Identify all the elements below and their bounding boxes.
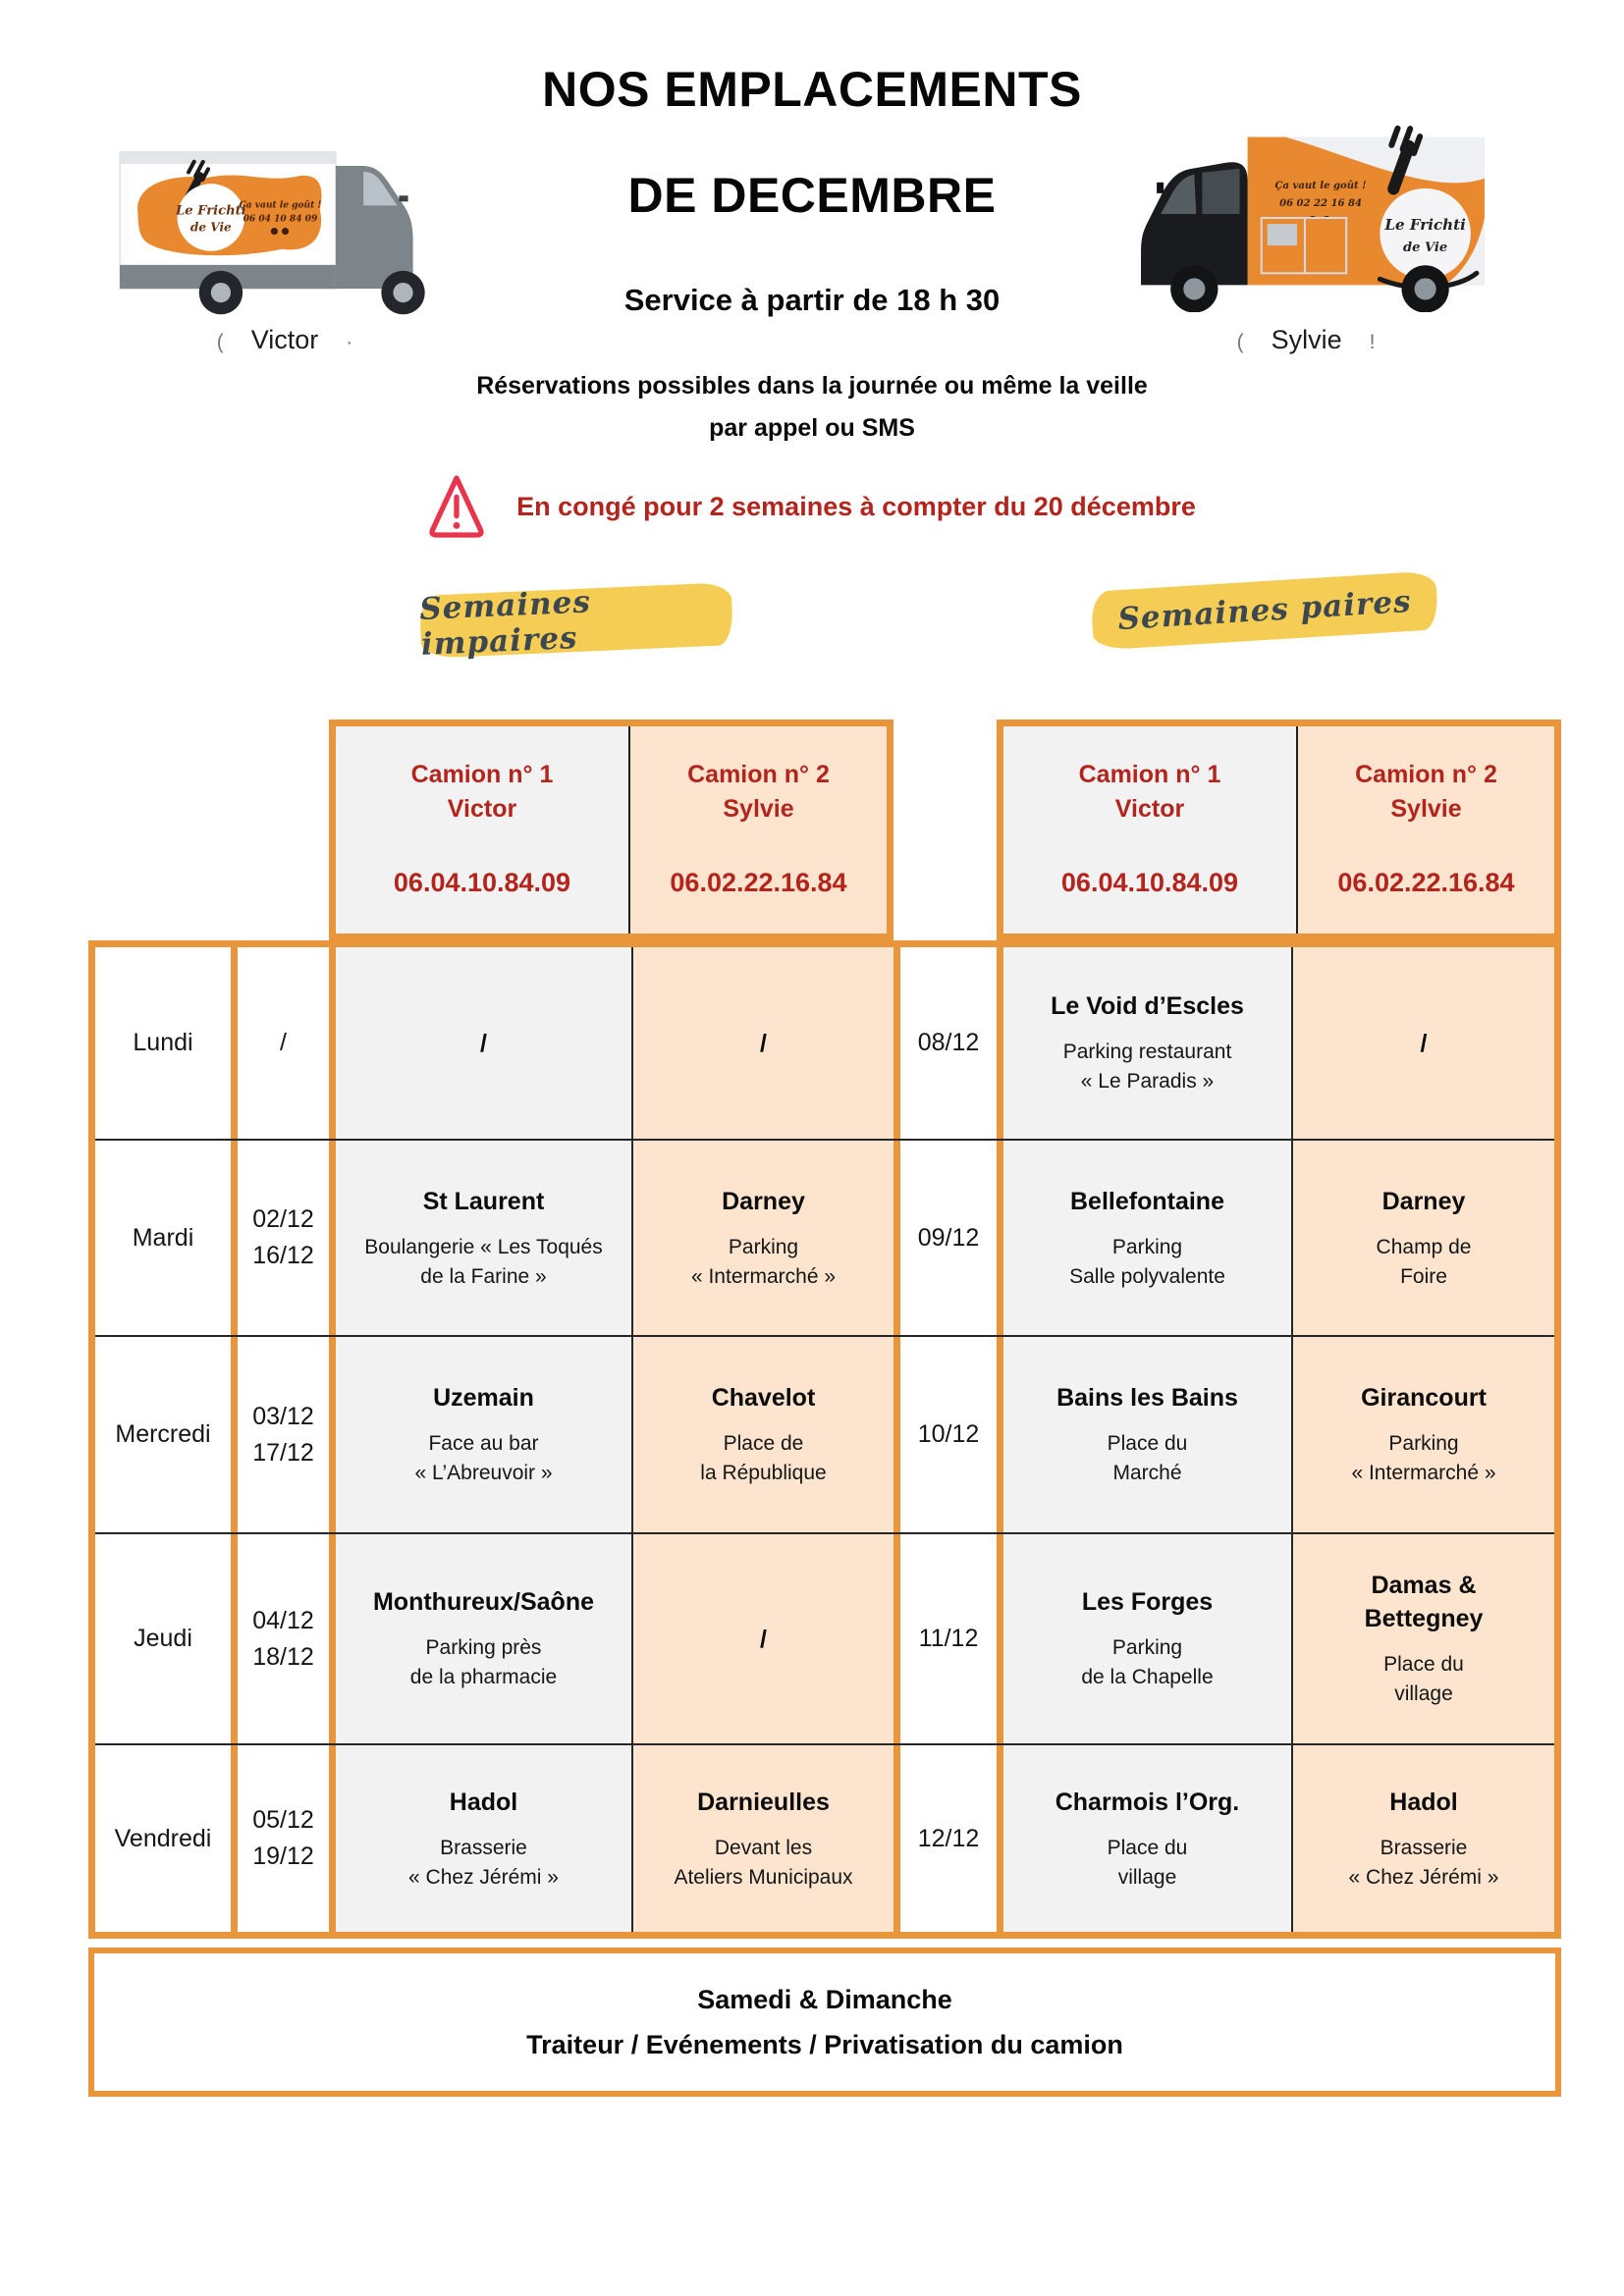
location-title: / <box>480 1029 487 1057</box>
day-text: Mardi <box>132 1223 194 1252</box>
date-line: 05/12 <box>252 1806 314 1834</box>
date-line: 03/12 <box>252 1402 314 1430</box>
dates-paires <box>900 1141 1003 1335</box>
location-title: Chavelot <box>711 1384 816 1412</box>
header-paires-camion1 <box>1003 726 1298 934</box>
location-detail: Parking <box>1111 1636 1183 1659</box>
sylvie-truck-photo <box>1137 122 1492 312</box>
weekend-days: Samedi & Dimanche <box>697 1985 952 2014</box>
location-title: St Laurent <box>422 1187 545 1215</box>
location-detail2: de la Farine » <box>420 1264 547 1288</box>
date-line: 11/12 <box>918 1625 979 1652</box>
date-line: 19/12 <box>252 1842 314 1870</box>
location-detail: Brasserie <box>440 1836 527 1859</box>
cell-impaires-camion2 <box>633 1745 900 1932</box>
cell-paires-camion1 <box>1003 1534 1293 1743</box>
caption-artifact: · <box>346 331 353 353</box>
day-text: Jeudi <box>134 1625 192 1652</box>
cell-paires-camion1 <box>1003 1337 1293 1532</box>
table-row-mercredi <box>95 1337 1554 1534</box>
location-detail: Place du <box>1107 1836 1188 1859</box>
dates-impaires <box>238 1534 336 1743</box>
table-row-lundi <box>95 947 1554 1141</box>
sylvie-truck-illustration <box>1137 122 1492 312</box>
location-detail: Face au bar <box>428 1432 539 1455</box>
location-title: Hadol <box>449 1788 518 1816</box>
sylvie-name: Sylvie <box>1271 325 1342 354</box>
warning-triangle-icon <box>428 470 485 543</box>
caption-artifact: ( <box>216 331 224 353</box>
dates-impaires <box>238 1745 336 1932</box>
location-detail2: « Chez Jérémi » <box>408 1865 559 1889</box>
location-detail2: « Chez Jérémi » <box>1348 1865 1499 1889</box>
day-text: Vendredi <box>114 1824 212 1852</box>
location-title: Darney <box>722 1187 805 1215</box>
weekend-services: Traiteur / Evénements / Privatisation du camion <box>526 2030 1123 2059</box>
cell-impaires-camion2 <box>633 1337 900 1532</box>
camion1-phone: 06.04.10.84.09 <box>393 868 571 897</box>
header-table-paires <box>997 720 1561 940</box>
victor-logo-line1: Le Frichti <box>176 203 246 219</box>
location-detail: Parking <box>1111 1235 1183 1258</box>
cell-paires-camion1 <box>1003 947 1293 1139</box>
cell-paires-camion1 <box>1003 1745 1293 1932</box>
date-line: 17/12 <box>252 1438 314 1467</box>
date-line: 18/12 <box>252 1642 314 1671</box>
header-impaires-camion1 <box>336 726 630 934</box>
location-detail: Devant les <box>714 1836 813 1859</box>
location-detail: Place de <box>723 1432 804 1455</box>
location-detail: Parking <box>1388 1432 1459 1455</box>
victor-truck-photo <box>116 126 458 320</box>
victor-name: Victor <box>250 325 319 354</box>
location-detail: Parking près <box>425 1636 542 1659</box>
cell-impaires-camion1 <box>336 1534 633 1743</box>
location-title: Charmois l’Org. <box>1055 1788 1240 1816</box>
header-paires-camion2 <box>1298 726 1554 934</box>
day-text: Mercredi <box>115 1420 211 1448</box>
date-line: 04/12 <box>252 1606 314 1634</box>
location-title2: Bettegney <box>1364 1605 1484 1632</box>
banner-paires-label: Semaines paires <box>1116 583 1413 638</box>
cell-impaires-camion1 <box>336 1337 633 1532</box>
cell-impaires-camion1 <box>336 947 633 1139</box>
location-title: Darnieulles <box>697 1788 830 1816</box>
location-detail2: « Le Paradis » <box>1080 1070 1215 1093</box>
camion2-number: Camion n° 2 <box>1355 761 1497 788</box>
dates-impaires <box>238 947 336 1139</box>
camion1-number: Camion n° 1 <box>410 761 554 788</box>
camion2-title <box>687 758 830 827</box>
location-title: Bains les Bains <box>1056 1384 1238 1412</box>
cell-paires-camion2 <box>1293 947 1554 1139</box>
page-title-line2: DE DECEMBRE <box>627 168 997 223</box>
location-title: Le Void d’Escles <box>1051 992 1244 1020</box>
location-detail2: village <box>1117 1865 1177 1889</box>
victor-logo-line2: de Vie <box>189 220 232 235</box>
camion1-title <box>1079 758 1221 827</box>
day-label <box>95 947 238 1139</box>
camion1-driver: Victor <box>447 795 517 823</box>
reservation-line1: Réservations possibles dans la journée ou même la veille <box>476 372 1148 400</box>
cell-impaires-camion1 <box>336 1745 633 1932</box>
reservation-info <box>0 365 1624 450</box>
date-line: / <box>280 1029 287 1056</box>
location-detail: Brasserie <box>1380 1836 1468 1859</box>
location-detail2: de la pharmacie <box>409 1666 558 1688</box>
camion2-phone: 06.02.22.16.84 <box>1337 868 1515 897</box>
date-line: 12/12 <box>917 1824 980 1852</box>
day-label <box>95 1141 238 1335</box>
victor-truck-illustration <box>116 126 458 320</box>
holiday-notice-text: En congé pour 2 semaines à compter du 20 décembre <box>516 491 1196 521</box>
location-detail2: Foire <box>1400 1264 1447 1288</box>
camion1-number: Camion n° 1 <box>1078 761 1221 788</box>
holiday-notice <box>0 463 1624 550</box>
cell-paires-camion2 <box>1293 1534 1554 1743</box>
location-title: Bellefontaine <box>1070 1187 1224 1215</box>
camion2-title <box>1355 758 1497 827</box>
date-line: 16/12 <box>252 1242 314 1269</box>
reservation-line2: par appel ou SMS <box>709 414 915 442</box>
date-line: 09/12 <box>917 1223 980 1252</box>
location-title: Hadol <box>1389 1788 1458 1816</box>
camion1-title <box>411 758 554 827</box>
location-title: / <box>760 1625 767 1653</box>
location-detail2: de la Chapelle <box>1081 1666 1214 1688</box>
location-detail: Place du <box>1107 1432 1188 1455</box>
weekend-banner <box>88 1948 1561 2097</box>
day-text: Lundi <box>133 1029 193 1056</box>
day-label <box>95 1745 238 1932</box>
cell-paires-camion2 <box>1293 1141 1554 1335</box>
location-detail2: Marché <box>1112 1462 1182 1484</box>
cell-paires-camion2 <box>1293 1745 1554 1932</box>
camion2-driver: Sylvie <box>723 795 794 823</box>
banner-semaines-impaires <box>418 582 733 663</box>
sylvie-tagline: Ça vaut le goût ! <box>1274 180 1367 191</box>
cell-impaires-camion1 <box>336 1141 633 1335</box>
location-detail: Place du <box>1383 1653 1464 1676</box>
banner-semaines-paires <box>1090 570 1438 650</box>
day-label <box>95 1337 238 1532</box>
camion1-phone: 06.04.10.84.09 <box>1060 868 1239 897</box>
location-title: Girancourt <box>1361 1384 1487 1412</box>
location-title: / <box>760 1029 767 1057</box>
table-row-jeudi <box>95 1534 1554 1745</box>
day-label <box>95 1534 238 1743</box>
header-impaires-camion2 <box>630 726 887 934</box>
cell-impaires-camion2 <box>633 1141 900 1335</box>
cell-impaires-camion2 <box>633 947 900 1139</box>
schedule-grid <box>88 940 1561 1939</box>
location-title: Monthureux/Saône <box>372 1588 594 1616</box>
location-detail: Boulangerie « Les Toqués <box>364 1235 603 1258</box>
cell-paires-camion1 <box>1003 1141 1293 1335</box>
location-detail2: « Intermarché » <box>690 1264 837 1288</box>
location-title: Damas & <box>1371 1572 1477 1599</box>
camion2-driver: Sylvie <box>1390 795 1462 823</box>
location-title: Uzemain <box>433 1384 534 1412</box>
service-hours: Service à partir de 18 h 30 <box>623 283 1001 317</box>
location-detail: Parking restaurant <box>1062 1041 1232 1063</box>
location-title: Les Forges <box>1081 1588 1214 1616</box>
victor-tagline: Ça vaut le goût ! <box>239 199 322 211</box>
header-table-impaires <box>329 720 893 940</box>
social-icon <box>271 228 278 235</box>
camion2-number: Camion n° 2 <box>687 761 830 788</box>
location-title: / <box>1420 1029 1428 1057</box>
cell-paires-camion2 <box>1293 1337 1554 1532</box>
banner-impaires-label: Semaines impaires <box>418 584 592 663</box>
dates-paires <box>900 1534 1003 1743</box>
victor-side-phone: 06 04 10 84 09 <box>243 213 318 225</box>
location-detail: Parking <box>728 1235 799 1258</box>
cell-impaires-camion2 <box>633 1534 900 1743</box>
location-detail2: Salle polyvalente <box>1069 1264 1225 1288</box>
date-line: 10/12 <box>917 1420 980 1448</box>
page-title-line1: NOS EMPLACEMENTS <box>542 62 1082 117</box>
location-detail2: Ateliers Municipaux <box>674 1865 853 1889</box>
dates-impaires <box>238 1337 336 1532</box>
camion1-driver: Victor <box>1114 795 1185 823</box>
location-detail2: la République <box>700 1462 827 1484</box>
caption-artifact: ( <box>1236 331 1244 353</box>
social-icon <box>282 228 289 235</box>
location-detail2: « Intermarché » <box>1351 1462 1496 1484</box>
table-row-vendredi <box>95 1745 1554 1932</box>
victor-caption <box>98 325 471 355</box>
dates-paires <box>900 1337 1003 1532</box>
table-row-mardi <box>95 1141 1554 1337</box>
sylvie-logo-line1: Le Frichti <box>1384 216 1466 235</box>
location-detail: Champ de <box>1376 1235 1472 1258</box>
location-detail2: village <box>1394 1682 1453 1705</box>
dates-impaires <box>238 1141 336 1335</box>
location-detail2: « L’Abreuvoir » <box>414 1462 553 1484</box>
caption-artifact: ! <box>1369 331 1376 353</box>
dates-paires <box>900 947 1003 1139</box>
camion2-phone: 06.02.22.16.84 <box>670 868 847 897</box>
sylvie-caption <box>1119 325 1492 355</box>
dates-paires <box>900 1745 1003 1932</box>
date-line: 08/12 <box>917 1029 980 1056</box>
sylvie-side-phone: 06 02 22 16 84 <box>1279 197 1362 209</box>
sylvie-logo-line2: de Vie <box>1403 240 1448 256</box>
date-line: 02/12 <box>252 1205 314 1233</box>
location-title: Darney <box>1381 1187 1466 1215</box>
